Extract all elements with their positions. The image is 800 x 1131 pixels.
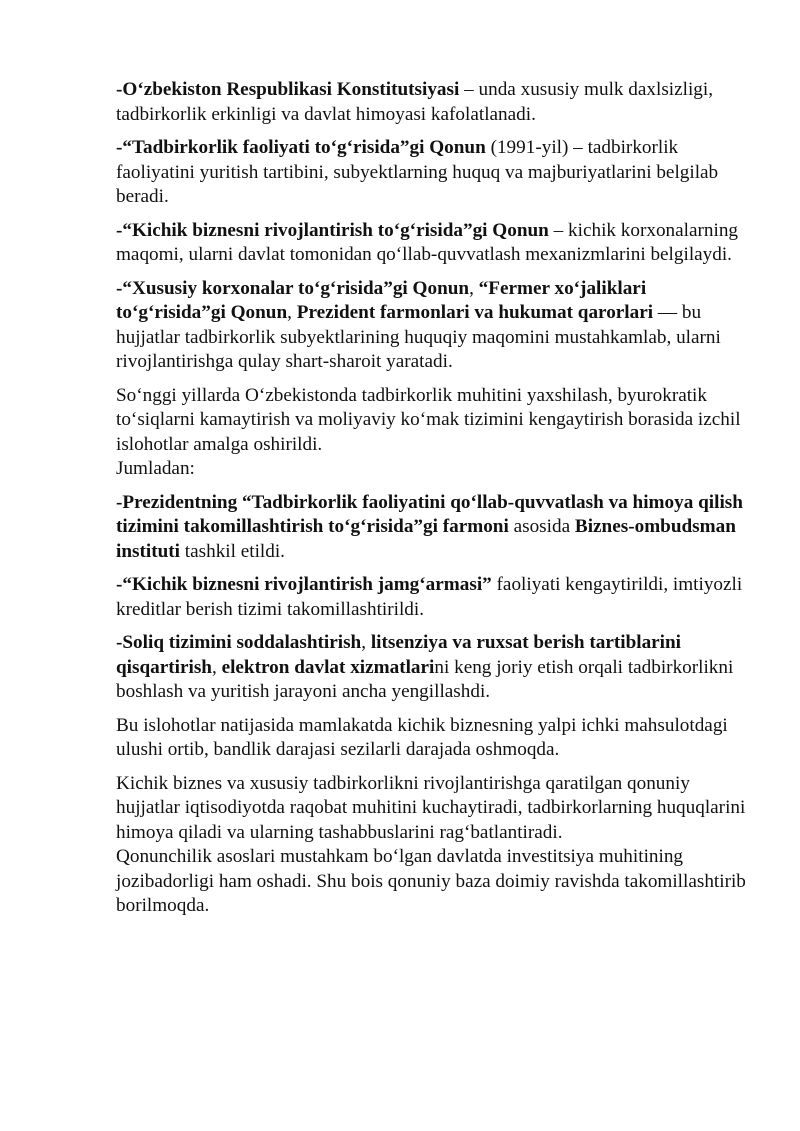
bold-term: -“Tadbirkorlik faoliyati to‘g‘risida”gi Qonun	[116, 137, 486, 158]
bold-term: Prezident farmonlari va hukumat qarorlari	[296, 302, 654, 323]
separator-text: ,	[469, 277, 479, 299]
paragraph-text: Qonunchilik asoslari mustahkam bo‘lgan davlatda investitsiya muhitining jozibadorligi ham oshadi. Shu bois qonuniy baza doimiy ravishda takomillashtirib borilmoqda.	[116, 846, 746, 916]
paragraph-text: faoliyati kengaytirildi, imtiyozli kreditlar berish tizimi takomillashtirildi.	[116, 574, 743, 620]
paragraph-text: Bu islohotlar natijasida mamlakatda kichik biznesning yalpi ichki mahsulotdagi ulushi ortib, bandlik darajasi sezilarli darajada oshmoqda.	[116, 714, 728, 760]
paragraph-text: Jumladan:	[116, 458, 195, 479]
paragraph-entrepreneurship-law	[116, 136, 746, 210]
paragraph-text: asosida	[508, 516, 575, 537]
paragraph-text: — bu hujjatlar tadbirkorlik subyektlarining huquqiy maqomini mustahkamlab, ularni rivojlantirishga qulay shart-sharoit yaratadi.	[116, 302, 721, 372]
bold-term: litsenziya va ruxsat berish tartiblarini qisqartirish	[116, 632, 682, 678]
separator-text: ,	[287, 302, 297, 323]
separator-text: ,	[211, 656, 222, 678]
bold-term: elektron davlat xizmatlari	[221, 656, 435, 678]
paragraph-tax-simplification	[116, 631, 746, 705]
paragraph-presidential-decree	[116, 491, 746, 565]
bold-term: -O‘zbekiston Respublikasi Konstitutsiyasi	[116, 79, 460, 100]
paragraph-text: – unda xususiy mulk daxlsizligi, tadbirkorlik erkinligi va davlat himoyasi kafolatlanadi.	[116, 79, 714, 125]
paragraph-text: Kichik biznes va xususiy tadbirkorlikni rivojlantirishga qaratilgan qonuniy hujjatlar iqtisodiyotda raqobat muhitini kuchaytiradi, tadbirkorlarning huquqlarini himoya qiladi va ularning tashabbuslarini rag‘batlantiradi.	[116, 772, 746, 843]
bold-term: -“Xususiy korxonalar to‘g‘risida”gi Qonun	[116, 277, 470, 299]
paragraph-small-business-law	[116, 219, 746, 268]
bold-term: “Fermer xo‘jaliklari to‘g‘risida”gi Qonun	[116, 277, 647, 323]
separator-text: ,	[361, 632, 371, 653]
bold-term: -“Kichik biznesni rivojlantirish jamg‘armasi”	[116, 574, 492, 595]
paragraph-text: (1991-yil) – tadbirkorlik faoliyatini yuritish tartibini, subyektlarning huquq va majburiyatlarini belgilab beradi.	[116, 137, 719, 207]
paragraph-reforms-intro	[116, 384, 746, 482]
paragraph-conclusion	[116, 772, 746, 919]
bold-term: -Prezidentning “Tadbirkorlik faoliyatini qo‘llab-quvvatlash va himoya qilish tizimini takomillashtirish to‘g‘risida”gi farmoni	[116, 491, 743, 537]
bold-term: Biznes-ombudsman instituti	[116, 516, 736, 562]
paragraph-reform-results	[116, 714, 746, 763]
bold-term: -Soliq tizimini soddalashtirish	[116, 632, 362, 653]
paragraph-constitution	[116, 78, 746, 127]
document-page	[116, 78, 746, 919]
paragraph-text: – kichik korxonalarning maqomi, ularni davlat tomonidan qo‘llab-quvvatlash mexanizmlarini belgilaydi.	[116, 219, 739, 265]
paragraph-development-fund	[116, 573, 746, 622]
paragraph-text: So‘nggi yillarda O‘zbekistonda tadbirkorlik muhitini yaxshilash, byurokratik to‘siqlarni kamaytirish va moliyaviy ko‘mak tizimini kengaytirish borasida izchil islohotlar amalga oshirildi.	[116, 384, 741, 455]
bold-term: -“Kichik biznesni rivojlantirish to‘g‘risida”gi Qonun	[116, 219, 549, 241]
paragraph-text: tashkil etildi.	[179, 540, 285, 562]
paragraph-text: ni keng joriy etish orqali tadbirkorlikni boshlash va yuritish jarayoni ancha yengillashdi.	[116, 656, 734, 702]
paragraph-other-laws	[116, 277, 746, 375]
